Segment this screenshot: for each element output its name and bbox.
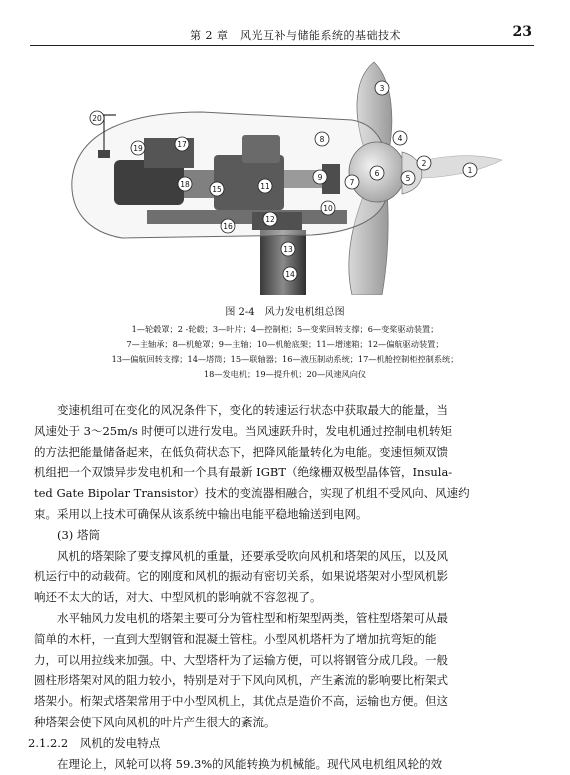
callout-2-label: 2 [421, 159, 427, 168]
callout-19-label: 19 [133, 144, 143, 153]
callout-6-label: 6 [374, 169, 380, 178]
text-line: 种塔架会使下风向风机的叶片产生很大的紊流。 [34, 714, 276, 729]
callout-10 [321, 201, 335, 215]
text-line: 的方法把能量储备起来，在低负荷状态下，把降风能量转化为电能。变速恒频双馈 [34, 444, 448, 459]
callout-1-label: 1 [467, 166, 473, 175]
callout-3-label: 3 [379, 84, 385, 93]
callout-16 [221, 219, 235, 233]
text-line: ted Gate Bipolar Transistor）技术的变流器相融合，实现了机组不受风向、风速约 [34, 486, 470, 501]
section-heading: 2.1.2.2 风机的发电特点 [28, 735, 161, 750]
page-number: 23 [512, 24, 532, 40]
callout-17 [175, 137, 189, 151]
text-line: 力，可以用拉线来加强。中、大型塔杆为了运输方便，可以将钢管分成几段。一般 [34, 652, 448, 667]
text-line: 响还不太大的话，对大、中型风机的影响就不容忽视了。 [34, 590, 322, 605]
anemometer-box [98, 150, 110, 158]
nacelle-base [147, 210, 347, 224]
callout-16-label: 16 [223, 222, 233, 231]
figure-legend-line: 7—主轴承；8—机舱罩；9—主轴；10—机舱底架；11—增速箱；12—偏航驱动装置； [126, 339, 444, 349]
paragraph-variable-speed [34, 400, 534, 525]
paragraph-generation [34, 754, 534, 775]
gearbox-shape [214, 155, 284, 210]
text-line: 机组把一个双馈异步发电机和一个具有最新 IGBT（绝缘栅双极型晶体管，Insula- [34, 465, 453, 480]
callout-13 [281, 242, 295, 256]
callout-8 [315, 132, 329, 146]
callout-1 [463, 163, 477, 177]
callout-9-label: 9 [317, 173, 323, 182]
paragraph-tower-function [34, 546, 534, 608]
text-line: 圆柱形塔架对风的阻力较小，特别是对于下风向风机，产生紊流的影响要比桁架式 [34, 673, 448, 688]
callout-8-label: 8 [319, 135, 325, 144]
figure-legend-line: 18—发电机；19—提升机；20—风速风向仪 [203, 369, 367, 379]
callout-9 [313, 170, 327, 184]
callout-18 [178, 177, 192, 191]
tower-shape [260, 230, 306, 295]
callout-20-label: 20 [92, 114, 102, 123]
text-line: 在理论上，风轮可以将 59.3%的风能转换为机械能。现代风电机组风轮的效 [57, 756, 443, 771]
paragraph-tower-types [34, 608, 534, 733]
chapter-title: 第 2 章 风光互补与储能系统的基础技术 [190, 29, 401, 42]
callout-19 [131, 141, 145, 155]
callout-13-label: 13 [283, 245, 293, 254]
figure-legend-line: 13—偏航回转支撑；14—塔筒；15—联轴器；16—液压制动系统；17—机舱控制柜控制系统； [111, 354, 459, 364]
callout-17-label: 17 [177, 140, 187, 149]
text-line: 简单的木杆，一直到大型钢管和混凝土管柱。小型风机塔杆为了增加抗弯矩的能 [34, 631, 437, 646]
text-line: 水平轴风力发电机的塔架主要可分为管柱型和桁架型两类，管柱型塔架可从最 [57, 610, 448, 625]
callout-7-label: 7 [349, 178, 355, 187]
callout-7 [345, 175, 359, 189]
callout-18-label: 18 [180, 180, 190, 189]
text-line: 风机的塔架除了要支撑风机的重量，还要承受吹向风机和塔架的风压，以及风 [57, 548, 448, 563]
body-text [28, 400, 534, 774]
wind-turbine-illustration [52, 60, 532, 295]
heading-tower: (3) 塔筒 [57, 527, 100, 542]
text-line: 风速处于 3～25m/s 时便可以进行发电。当风速跃升时，发电机通过控制电机转矩 [34, 423, 452, 438]
running-header [30, 25, 534, 46]
text-line: 束。采用以上技术可确保从该系统中输出电能平稳地输送到电网。 [34, 506, 368, 521]
figure-legend-line: 1—轮毂罩；2 -轮毂；3—叶片；4—控制柜；5—变桨回转支撑；6—变桨驱动装置； [131, 324, 439, 334]
text-line: 变速机组可在变化的风况条件下，变化的转速运行状态中获取最大的能量，当 [57, 403, 448, 417]
callout-11 [258, 179, 272, 193]
callout-12-label: 12 [265, 215, 275, 224]
callout-11-label: 11 [260, 182, 270, 191]
text-line: 机运行中的动载荷。它的刚度和风机的振动有密切关系，如果说塔架对小型风机影 [34, 569, 448, 584]
figure-caption: 图 2-4 风力发电机组总图 [225, 307, 345, 318]
callout-10-label: 10 [323, 204, 333, 213]
callout-14 [283, 267, 297, 281]
callout-3 [375, 81, 389, 95]
text-line: 塔架小。桁架式塔架常用于中小型风机上，其优点是造价不高，运输也方便。但这 [34, 694, 448, 709]
callout-4 [393, 131, 407, 145]
callout-6 [370, 166, 384, 180]
callout-20 [90, 111, 104, 125]
callout-15 [210, 182, 224, 196]
callout-15-label: 15 [212, 185, 222, 194]
callout-4-label: 4 [397, 134, 403, 143]
callout-5-label: 5 [405, 174, 411, 183]
callout-5 [401, 171, 415, 185]
oil-tank [242, 135, 280, 163]
wind-turbine-figure [52, 60, 532, 295]
callout-12 [263, 212, 277, 226]
callout-2 [417, 156, 431, 170]
callout-14-label: 14 [285, 270, 295, 279]
